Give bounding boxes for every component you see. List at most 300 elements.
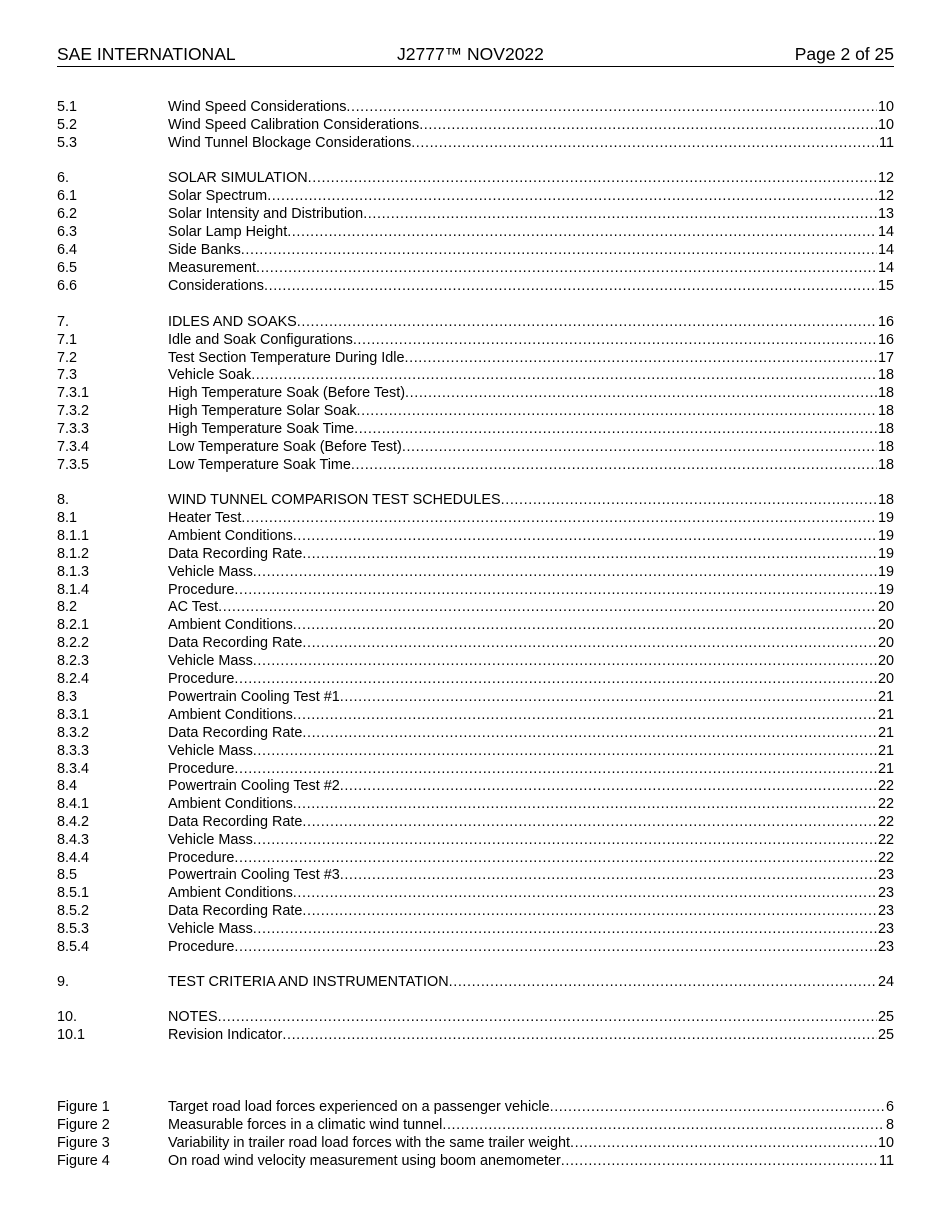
dot-leader	[282, 1026, 877, 1044]
entry-title: Solar Spectrum	[168, 188, 268, 204]
entry-title: Vehicle Mass	[168, 743, 253, 759]
entry-body	[168, 1008, 894, 1026]
dot-leader	[234, 849, 877, 867]
entry-body	[168, 1134, 894, 1152]
toc-entry	[57, 509, 894, 527]
entry-title: On road wind velocity measurement using boom anemometer	[168, 1153, 561, 1169]
entry-page-number: 24	[877, 974, 894, 990]
entry-number: 8.3.4	[57, 761, 90, 777]
entry-title: Ambient Conditions	[168, 885, 293, 901]
entry-page-number: 22	[877, 850, 894, 866]
entry-body	[168, 902, 894, 920]
dot-leader	[308, 169, 877, 187]
toc-entry	[57, 849, 894, 867]
entry-number: 8.1.1	[57, 528, 90, 544]
entry-title: High Temperature Soak (Before Test)	[168, 385, 406, 401]
entry-body	[168, 563, 894, 581]
entry-number: 7.3.2	[57, 403, 90, 419]
entry-number: 7.1	[57, 332, 78, 348]
entry-body	[168, 366, 894, 384]
entry-number: 7.2	[57, 350, 78, 366]
entry-body	[168, 581, 894, 599]
dot-leader	[561, 1152, 878, 1170]
figure-entry	[57, 1098, 894, 1116]
entry-number: 6.1	[57, 188, 78, 204]
entry-title: Procedure	[168, 850, 235, 866]
entry-page-number: 23	[877, 921, 894, 937]
toc-entry	[57, 545, 894, 563]
toc-entry	[57, 1008, 894, 1026]
dot-leader	[402, 438, 877, 456]
entry-number: 8.5.4	[57, 939, 90, 955]
dot-leader	[293, 706, 877, 724]
entry-body	[168, 884, 894, 902]
toc-entry	[57, 313, 894, 331]
entry-number: 8.3	[57, 689, 78, 705]
entry-title: Low Temperature Soak (Before Test)	[168, 439, 402, 455]
entry-body	[168, 134, 894, 152]
entry-body	[168, 688, 894, 706]
entry-number: 7.3.5	[57, 457, 90, 473]
entry-title: Heater Test	[168, 510, 242, 526]
entry-title: High Temperature Soak Time	[168, 421, 355, 437]
toc-entry	[57, 331, 894, 349]
entry-body	[168, 509, 894, 527]
dot-leader	[340, 866, 877, 884]
entry-title: Test Section Temperature During Idle	[168, 350, 405, 366]
toc-entry	[57, 616, 894, 634]
toc-entry	[57, 402, 894, 420]
entry-body	[168, 616, 894, 634]
entry-title: Vehicle Mass	[168, 921, 253, 937]
entry-page-number: 21	[877, 707, 894, 723]
entry-page-number: 18	[877, 421, 894, 437]
toc-entry	[57, 349, 894, 367]
entry-number: 7.	[57, 314, 70, 330]
dot-leader	[234, 581, 877, 599]
dot-leader	[353, 331, 877, 349]
entry-page-number: 25	[877, 1027, 894, 1043]
entry-body	[168, 491, 894, 509]
entry-page-number: 10	[877, 99, 894, 115]
entry-number: 6.6	[57, 278, 78, 294]
entry-body	[168, 313, 894, 331]
entry-number: 8.2.2	[57, 635, 90, 651]
entry-title: Ambient Conditions	[168, 707, 293, 723]
entry-page-number: 25	[877, 1009, 894, 1025]
entry-body	[168, 652, 894, 670]
entry-page-number: 18	[877, 385, 894, 401]
entry-page-number: 23	[877, 903, 894, 919]
entry-page-number: 22	[877, 832, 894, 848]
header-page-number: Page 2 of 25	[794, 44, 894, 64]
entry-title: Ambient Conditions	[168, 617, 293, 633]
entry-number: 8.3.3	[57, 743, 90, 759]
entry-body	[168, 205, 894, 223]
entry-page-number: 22	[877, 778, 894, 794]
entry-page-number: 15	[877, 278, 894, 294]
toc-entry	[57, 795, 894, 813]
entry-number: 10.	[57, 1009, 78, 1025]
entry-body	[168, 760, 894, 778]
entry-page-number: 18	[877, 492, 894, 508]
dot-leader	[293, 527, 877, 545]
toc-entry	[57, 973, 894, 991]
dot-leader	[405, 349, 877, 367]
entry-title: Data Recording Rate	[168, 814, 303, 830]
dot-leader	[264, 277, 877, 295]
entry-page-number: 22	[877, 796, 894, 812]
entry-number: 8.5	[57, 867, 78, 883]
entry-body	[168, 545, 894, 563]
entry-title: AC Test	[168, 599, 219, 615]
entry-title: Procedure	[168, 582, 235, 598]
entry-body	[168, 831, 894, 849]
entry-title: IDLES AND SOAKS	[168, 314, 297, 330]
entry-body	[168, 813, 894, 831]
entry-title: WIND TUNNEL COMPARISON TEST SCHEDULES	[168, 492, 501, 508]
entry-page-number: 6	[885, 1099, 894, 1115]
entry-page-number: 10	[877, 117, 894, 133]
entry-number: 8.	[57, 492, 70, 508]
toc-entry	[57, 187, 894, 205]
toc-entry	[57, 902, 894, 920]
entry-page-number: 19	[877, 564, 894, 580]
dot-leader	[302, 813, 877, 831]
dot-leader	[253, 652, 877, 670]
page-header	[57, 44, 894, 67]
entry-title: SOLAR SIMULATION	[168, 170, 308, 186]
entry-title: TEST CRITERIA AND INSTRUMENTATION	[168, 974, 449, 990]
toc-entry	[57, 670, 894, 688]
entry-page-number: 23	[877, 885, 894, 901]
entry-body	[168, 777, 894, 795]
toc-entry	[57, 884, 894, 902]
toc-entry	[57, 634, 894, 652]
toc-entry	[57, 241, 894, 259]
figure-entry	[57, 1116, 894, 1134]
entry-number: 6.	[57, 170, 70, 186]
entry-number: 8.2	[57, 599, 78, 615]
entry-body	[168, 598, 894, 616]
entry-number: 7.3	[57, 367, 78, 383]
entry-title: Vehicle Soak	[168, 367, 252, 383]
entry-number: 8.2.4	[57, 671, 90, 687]
dot-leader	[302, 545, 877, 563]
dot-leader	[501, 491, 877, 509]
toc-entry	[57, 866, 894, 884]
dot-leader	[550, 1098, 885, 1116]
entry-number: 8.4	[57, 778, 78, 794]
entry-number: 6.4	[57, 242, 78, 258]
entry-number: 8.4.1	[57, 796, 90, 812]
dot-leader	[251, 366, 877, 384]
toc-entry	[57, 169, 894, 187]
entry-page-number: 14	[877, 224, 894, 240]
entry-number: Figure 3	[57, 1135, 110, 1151]
entry-title: Solar Intensity and Distribution	[168, 206, 364, 222]
entry-title: Measurement	[168, 260, 256, 276]
entry-page-number: 18	[877, 367, 894, 383]
entry-page-number: 20	[877, 617, 894, 633]
entry-page-number: 21	[877, 743, 894, 759]
dot-leader	[256, 259, 877, 277]
dot-leader	[234, 670, 877, 688]
entry-title: Wind Speed Considerations	[168, 99, 347, 115]
entry-body	[168, 973, 894, 991]
entry-page-number: 23	[877, 867, 894, 883]
entry-body	[168, 420, 894, 438]
entry-number: 7.3.4	[57, 439, 90, 455]
entry-page-number: 20	[877, 671, 894, 687]
dot-leader	[234, 760, 877, 778]
entry-body	[168, 98, 894, 116]
entry-number: 8.3.1	[57, 707, 90, 723]
entry-number: 8.3.2	[57, 725, 90, 741]
entry-page-number: 20	[877, 635, 894, 651]
entry-title: Revision Indicator	[168, 1027, 283, 1043]
toc-entry	[57, 777, 894, 795]
header-publisher: SAE INTERNATIONAL	[57, 44, 236, 64]
entry-title: Considerations	[168, 278, 264, 294]
toc-entry	[57, 456, 894, 474]
entry-body	[168, 1116, 894, 1134]
entry-title: NOTES	[168, 1009, 218, 1025]
entry-body	[168, 634, 894, 652]
entry-title: Variability in trailer road load forces with the same trailer weight	[168, 1135, 571, 1151]
entry-number: 8.5.2	[57, 903, 90, 919]
toc-entry	[57, 491, 894, 509]
entry-number: 5.3	[57, 135, 78, 151]
entry-body	[168, 331, 894, 349]
entry-number: 6.5	[57, 260, 78, 276]
entry-body	[168, 795, 894, 813]
toc-entry	[57, 527, 894, 545]
dot-leader	[253, 742, 877, 760]
entry-page-number: 20	[877, 599, 894, 615]
dot-leader	[253, 831, 877, 849]
entry-page-number: 17	[877, 350, 894, 366]
entry-body	[168, 920, 894, 938]
entry-body	[168, 742, 894, 760]
entry-page-number: 16	[877, 332, 894, 348]
toc-entry	[57, 760, 894, 778]
entry-title: Wind Speed Calibration Considerations	[168, 117, 420, 133]
entry-body	[168, 402, 894, 420]
entry-body	[168, 706, 894, 724]
dot-leader	[363, 205, 877, 223]
entry-title: Powertrain Cooling Test #2	[168, 778, 340, 794]
entry-number: 8.1.4	[57, 582, 90, 598]
dot-leader	[340, 688, 877, 706]
dot-leader	[241, 509, 877, 527]
entry-body	[168, 849, 894, 867]
dot-leader	[354, 420, 877, 438]
entry-page-number: 20	[877, 653, 894, 669]
toc-entry	[57, 134, 894, 152]
entry-page-number: 23	[877, 939, 894, 955]
entry-title: Side Banks	[168, 242, 241, 258]
entry-title: Data Recording Rate	[168, 725, 303, 741]
entry-title: Procedure	[168, 671, 235, 687]
entry-title: Procedure	[168, 761, 235, 777]
toc-entry	[57, 420, 894, 438]
entry-body	[168, 1098, 894, 1116]
dot-leader	[419, 116, 877, 134]
entry-body	[168, 259, 894, 277]
entry-page-number: 22	[877, 814, 894, 830]
dot-leader	[297, 313, 877, 331]
entry-page-number: 21	[877, 761, 894, 777]
dot-leader	[351, 456, 877, 474]
entry-body	[168, 866, 894, 884]
toc-entry	[57, 581, 894, 599]
entry-body	[168, 1026, 894, 1044]
entry-page-number: 18	[877, 439, 894, 455]
entry-number: 8.4.2	[57, 814, 90, 830]
entry-body	[168, 223, 894, 241]
entry-page-number: 18	[877, 403, 894, 419]
toc-entry	[57, 920, 894, 938]
entry-title: High Temperature Solar Soak	[168, 403, 357, 419]
entry-title: Solar Lamp Height	[168, 224, 288, 240]
entry-body	[168, 456, 894, 474]
entry-page-number: 19	[877, 546, 894, 562]
entry-number: 8.2.1	[57, 617, 90, 633]
dot-leader	[302, 724, 877, 742]
header-document-id: J2777™ NOV2022	[397, 44, 544, 64]
entry-body	[168, 169, 894, 187]
entry-number: 8.4.4	[57, 850, 90, 866]
entry-page-number: 14	[877, 242, 894, 258]
entry-title: Measurable forces in a climatic wind tunnel	[168, 1117, 443, 1133]
toc-entry	[57, 706, 894, 724]
entry-number: 8.1.2	[57, 546, 90, 562]
entry-title: Ambient Conditions	[168, 796, 293, 812]
dot-leader	[570, 1134, 877, 1152]
entry-body	[168, 527, 894, 545]
dot-leader	[253, 920, 877, 938]
entry-title: Data Recording Rate	[168, 903, 303, 919]
dot-leader	[357, 402, 877, 420]
dot-leader	[218, 1008, 877, 1026]
entry-title: Idle and Soak Configurations	[168, 332, 353, 348]
entry-number: 8.1	[57, 510, 78, 526]
entry-title: Vehicle Mass	[168, 653, 253, 669]
toc-entry	[57, 205, 894, 223]
dot-leader	[302, 634, 877, 652]
entry-number: 5.2	[57, 117, 78, 133]
entry-page-number: 21	[877, 725, 894, 741]
entry-page-number: 12	[877, 188, 894, 204]
dot-leader	[234, 938, 877, 956]
entry-body	[168, 241, 894, 259]
entry-number: 5.1	[57, 99, 78, 115]
entry-body	[168, 438, 894, 456]
entry-number: 7.3.3	[57, 421, 90, 437]
entry-body	[168, 384, 894, 402]
entry-title: Powertrain Cooling Test #1	[168, 689, 340, 705]
entry-body	[168, 724, 894, 742]
entry-number: Figure 4	[57, 1153, 110, 1169]
entry-page-number: 11	[879, 1153, 894, 1169]
entry-title: Procedure	[168, 939, 235, 955]
toc-entry	[57, 223, 894, 241]
entry-page-number: 14	[877, 260, 894, 276]
entry-page-number: 8	[885, 1117, 894, 1133]
toc-entry	[57, 598, 894, 616]
entry-body	[168, 938, 894, 956]
entry-page-number: 13	[877, 206, 894, 222]
toc-entry	[57, 1026, 894, 1044]
dot-leader	[253, 563, 877, 581]
toc-entry	[57, 938, 894, 956]
dot-leader	[293, 616, 877, 634]
entry-number: 6.3	[57, 224, 78, 240]
toc-entry	[57, 438, 894, 456]
toc-entry	[57, 742, 894, 760]
entry-title: Ambient Conditions	[168, 528, 293, 544]
dot-leader	[293, 795, 877, 813]
toc-entry	[57, 384, 894, 402]
toc-entry	[57, 259, 894, 277]
dot-leader	[449, 973, 877, 991]
toc-entry	[57, 688, 894, 706]
entry-title: Data Recording Rate	[168, 546, 303, 562]
toc-entry	[57, 563, 894, 581]
entry-number: 8.5.1	[57, 885, 90, 901]
entry-body	[168, 116, 894, 134]
entry-title: Powertrain Cooling Test #3	[168, 867, 340, 883]
figure-entry	[57, 1152, 894, 1170]
toc-entry	[57, 813, 894, 831]
toc-entry	[57, 277, 894, 295]
figure-entry	[57, 1134, 894, 1152]
toc-entry	[57, 366, 894, 384]
entry-page-number: 18	[877, 457, 894, 473]
toc-entry	[57, 724, 894, 742]
entry-page-number: 11	[879, 135, 894, 151]
dot-leader	[287, 223, 877, 241]
entry-page-number: 19	[877, 510, 894, 526]
dot-leader	[241, 241, 877, 259]
entry-title: Wind Tunnel Blockage Considerations	[168, 135, 412, 151]
entry-body	[168, 349, 894, 367]
entry-page-number: 19	[877, 582, 894, 598]
entry-title: Vehicle Mass	[168, 564, 253, 580]
entry-page-number: 21	[877, 689, 894, 705]
toc-entry	[57, 831, 894, 849]
entry-page-number: 19	[877, 528, 894, 544]
dot-leader	[405, 384, 877, 402]
dot-leader	[411, 134, 878, 152]
entry-body	[168, 277, 894, 295]
dot-leader	[267, 187, 877, 205]
entry-number: Figure 1	[57, 1099, 110, 1115]
entry-number: 8.1.3	[57, 564, 90, 580]
entry-title: Data Recording Rate	[168, 635, 303, 651]
entry-title: Low Temperature Soak Time	[168, 457, 351, 473]
entry-number: 9.	[57, 974, 70, 990]
entry-number: 8.2.3	[57, 653, 90, 669]
dot-leader	[293, 884, 877, 902]
entry-page-number: 12	[877, 170, 894, 186]
entry-page-number: 10	[877, 1135, 894, 1151]
entry-number: 7.3.1	[57, 385, 90, 401]
dot-leader	[218, 598, 877, 616]
toc-entry	[57, 98, 894, 116]
toc-entry	[57, 116, 894, 134]
